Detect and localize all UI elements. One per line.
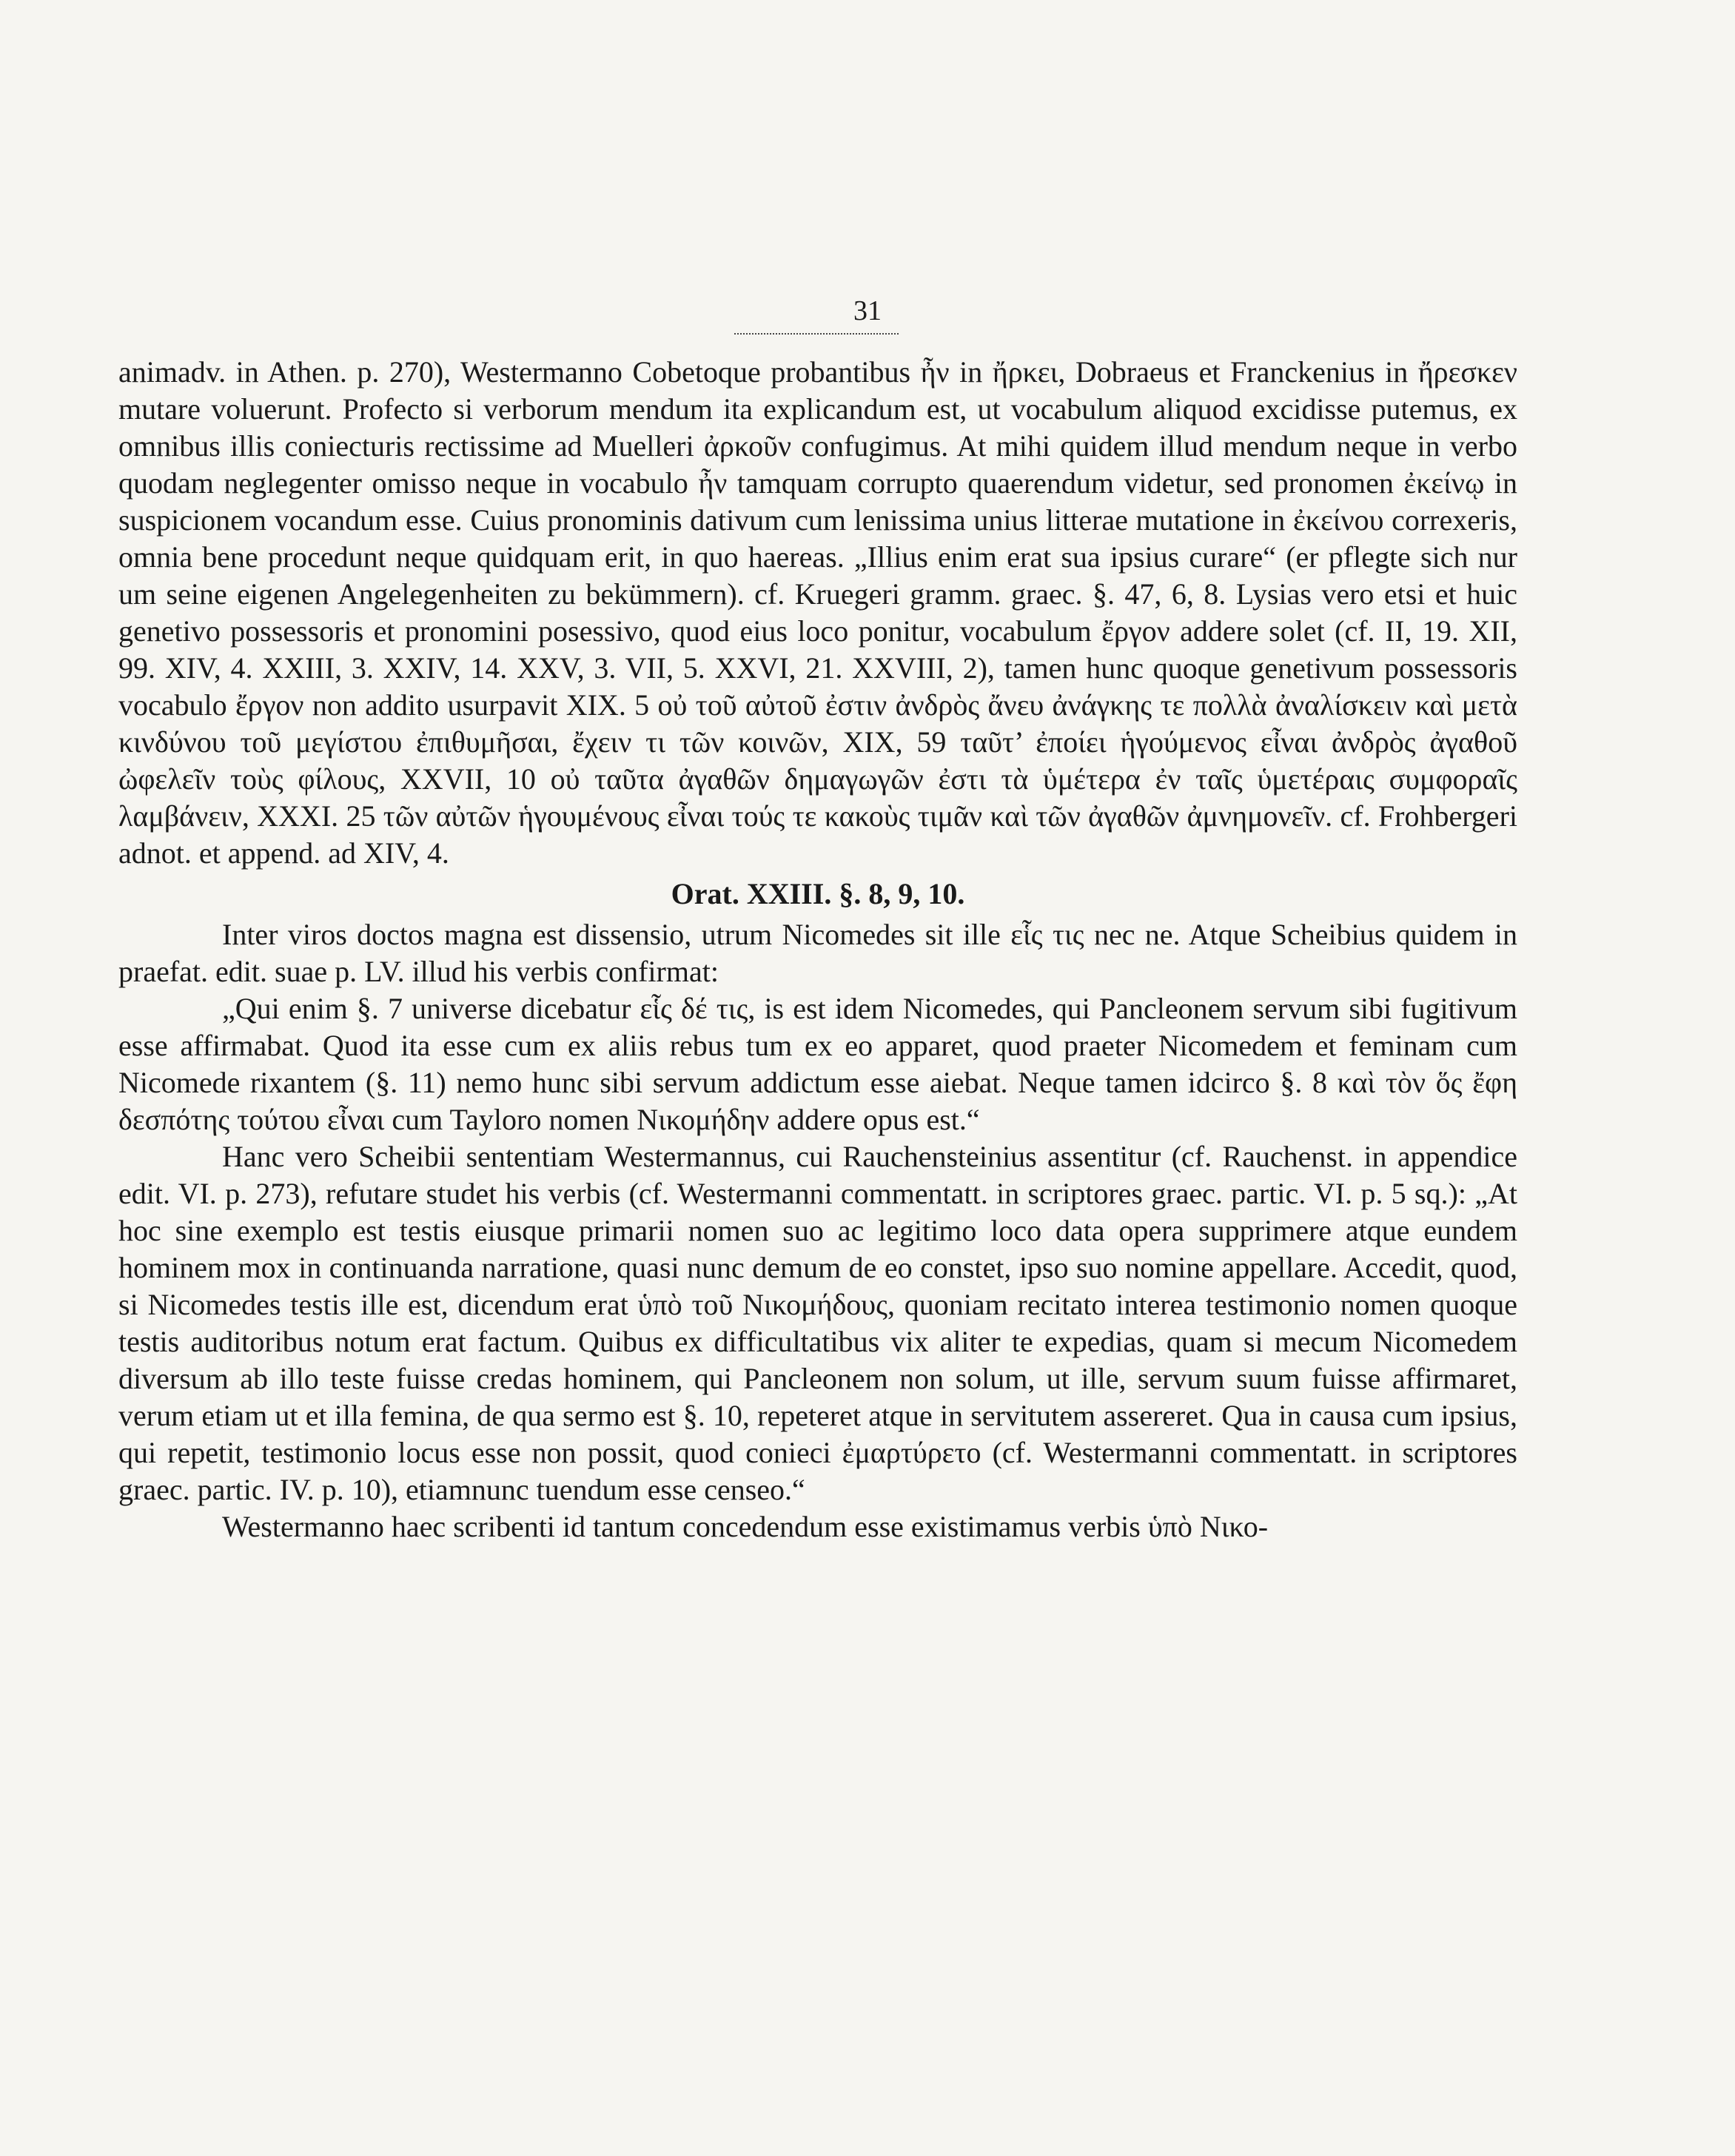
paragraph-intro: Inter viros doctos magna est dissensio, utrum Nicomedes sit ille εἷς τις nec ne. Atque Scheibius quidem in praefat. edit. suae p. LV. illud his verbis confirmat: (118, 918, 1517, 988)
paragraph-westermann: Hanc vero Scheibii sententiam Westermannus, cui Rauchensteinius assentitur (cf. Rauchenst. in appendice edit. VI. p. 273), refutare studet his verbis (cf. Westermanni commentatt. in scriptores graec. partic. VI. p. 5 sq.): „At hoc sine exemplo est testis eiusque primarii nomen suo ac legitimo loco data opera supprimere atque eundem hominem mox in continuanda narratione, quasi nunc demum de eo constet, ipso suo nomine appellare. Accedit, quod, si Nicomedes testis ille est, dicendum erat ὑπὸ τοῦ Νικομήδους, quoniam recitato interea testimonio nomen quoque testis auditoribus notum erat factum. Quibus ex difficultatibus vix aliter te expedias, quam si mecum Nicomedem diversum ab illo teste fuisse credas hominem, qui Pancleonem non solum, ut ille, servum suum fuisse affirmaret, verum etiam ut et illa femina, de qua sermo est §. 10, repeteret atque in servitutem assereret. Qua in causa cum ipsius, qui repetit, testimonio locus esse non possit, quod conieci ἐμαρτύρετο (cf. Westermanni commentatt. in scriptores graec. partic. IV. p. 10), etiamnunc tuendum esse censeo.“ (118, 1140, 1517, 1506)
page-number-ornament (734, 327, 899, 335)
section-heading: Orat. XXIII. §. 8, 9, 10. (671, 877, 965, 910)
paragraph-conclusion: Westermanno haec scribenti id tantum concedendum esse existimamus verbis ὑπὸ Νικο- (222, 1510, 1269, 1543)
page-number: 31 (853, 295, 882, 326)
body-text (118, 354, 1517, 1545)
paragraph-quote-scheibius: „Qui enim §. 7 universe dicebatur εἷς δέ τις, is est idem Nicomedes, qui Pancleonem servum sibi fugitivum esse affirmabat. Quod ita esse cum ex aliis rebus tum ex eo apparet, quod praeter Nicomedem et feminam cum Nicomede rixantem (§. 11) nemo hunc sibi servum addictum esse aiebat. Neque tamen idcirco §. 8 καὶ τὸν ὅς ἔφη δεσπότης τούτου εἶναι cum Tayloro nomen Νικομήδην addere opus est.“ (118, 992, 1517, 1136)
paragraph-continued: animadv. in Athen. p. 270), Westermanno Cobetoque probantibus ἦν in ἤρκει, Dobraeus et Franckenius in ἤρεσκεν mutare voluerunt. Profecto si verborum mendum ita explicandum est, ut vocabulum aliquod excidisse putemus, ex omnibus illis coniecturis rectissime ad Muelleri ἀρκοῦν confugimus. At mihi quidem illud mendum neque in verbo quodam neglegenter omisso neque in vocabulo ἦν tamquam corrupto quaerendum videtur, sed pronomen ἐκείνῳ in suspicionem vocandum esse. Cuius pronominis dativum cum lenissima unius litterae mutatione in ἐκείνου correxeris, omnia bene procedunt neque quidquam erit, in quo haereas. „Illius enim erat sua ipsius curare“ (er pflegte sich nur um seine eigenen Angelegenheiten zu bekümmern). cf. Kruegeri gramm. graec. §. 47, 6, 8. Lysias vero etsi et huic genetivo possessoris et pronomini posessivo, quod eius loco ponitur, vocabulum ἔργον addere solet (cf. II, 19. XII, 99. XIV, 4. XXIII, 3. XXIV, 14. XXV, 3. VII, 5. XXVI, 21. XXVIII, 2), tamen hunc quoque genetivum possessoris vocabulo ἔργον non addito usurpavit XIX. 5 οὐ τοῦ αὐτοῦ ἐστιν ἀνδρὸς ἄνευ ἀνάγκης τε πολλὰ ἀναλίσκειν καὶ μετὰ κινδύνου τοῦ μεγίστου ἐπιθυμῆσαι, ἔχειν τι τῶν κοινῶν, XIX, 59 ταῦτ’ ἐποίει ἡγούμενος εἶναι ἀνδρὸς ἀγαθοῦ ὠφελεῖν τοὺς φίλους, XXVII, 10 οὐ ταῦτα ἀγαθῶν δημαγωγῶν ἐστι τὰ ὑμέτερα ἐν ταῖς ὑμετέραις συμφοραῖς λαμβάνειν, XXXI. 25 τῶν αὐτῶν ἡγουμένους εἶναι τούς τε κακοὺς τιμᾶν καὶ τῶν ἀγαθῶν ἀμνημονεῖν. cf. Frohbergeri adnot. et append. ad XIV, 4. (118, 355, 1517, 870)
